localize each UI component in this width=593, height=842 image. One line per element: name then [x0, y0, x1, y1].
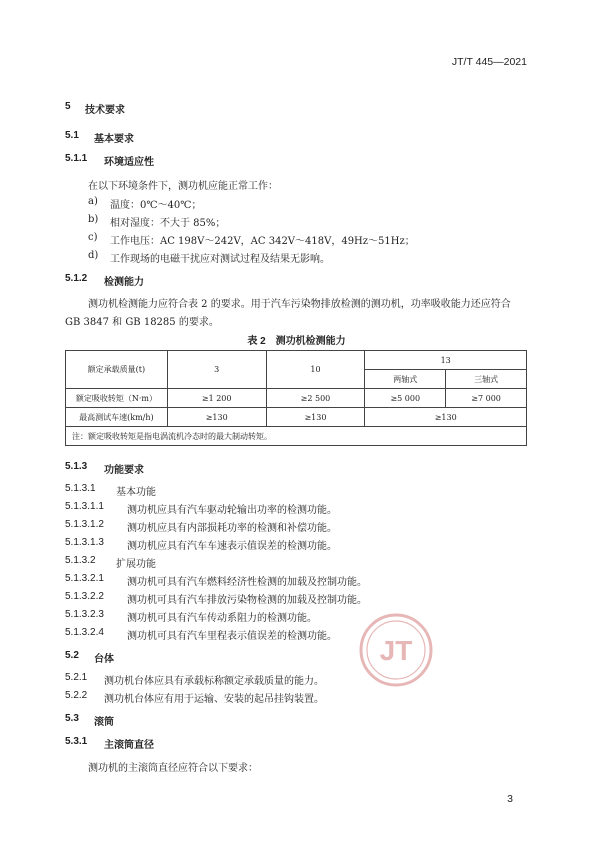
clause-number: 5.1.3.2.4 — [65, 627, 104, 638]
clause-text: 测功机可具有汽车里程表示值误差的检测功能。 — [127, 631, 337, 642]
cell-torque: ≥1 200 — [167, 389, 266, 408]
list-item-text: 工作电压：AC 198V～242V，AC 342V～418V，49Hz～51Hz； — [110, 236, 415, 247]
section-5-1-title: 基本要求 — [94, 134, 134, 145]
cell-torque: ≥5 000 — [365, 389, 446, 408]
clause-text: 测功机台体应具有承载标称额定承载质量的能力。 — [104, 676, 324, 687]
section-5-1-3-2-number: 5.1.3.2 — [65, 555, 96, 566]
clause-text: 测功机可具有汽车排放污染物检测的加载及控制功能。 — [127, 595, 367, 606]
cell-speed: ≥130 — [266, 408, 365, 427]
cell-mass-3: 3 — [167, 351, 266, 389]
cell-speed: ≥130 — [167, 408, 266, 427]
section-5-2-title: 台体 — [94, 654, 114, 665]
detection-paragraph-line1: 测功机检测能力应符合表 2 的要求。用于汽车污染物排放检测的测功机，功率吸收能力还应符合 — [88, 299, 511, 310]
clause-text: 测功机应具有汽车驱动轮输出功率的检测功能。 — [127, 505, 337, 516]
table-note: 注：额定吸收转矩是指电涡流机冷态时的最大制动转矩。 — [66, 427, 527, 446]
jt-watermark-stamp — [358, 612, 434, 688]
cell-mass-10: 10 — [266, 351, 365, 389]
list-item-label: a) — [88, 196, 98, 207]
section-5-1-3-1-number: 5.1.3.1 — [65, 483, 96, 494]
list-item-text: 工作现场的电磁干扰应对测试过程及结果无影响。 — [110, 254, 330, 265]
table-caption: 表 2 测功机检测能力 — [247, 336, 346, 347]
clause-text: 测功机台体应有用于运输、安装的起吊挂钩装置。 — [104, 694, 324, 705]
section-5-3-1-number: 5.3.1 — [65, 736, 88, 747]
section-5-1-number: 5.1 — [65, 130, 79, 141]
section-5-number: 5 — [65, 101, 71, 112]
watermark-text: JT — [379, 635, 413, 666]
section-5-1-2-title: 检测能力 — [104, 277, 144, 288]
clause-number: 5.1.3.1.3 — [65, 537, 104, 548]
section-5-1-3-title: 功能要求 — [104, 465, 144, 476]
list-item-label: c) — [88, 232, 98, 243]
row-head-speed: 最高测试车速(km/h) — [66, 408, 168, 427]
clause-number: 5.2.2 — [65, 690, 88, 701]
clause-number: 5.2.1 — [65, 672, 88, 683]
environment-intro: 在以下环境条件下，测功机应能正常工作： — [88, 181, 278, 192]
section-5-1-3-2-title: 扩展功能 — [116, 559, 156, 570]
list-item-label: b) — [88, 214, 99, 225]
table-row — [66, 351, 527, 370]
cell-two-axle: 两轴式 — [365, 370, 446, 389]
capability-table — [65, 350, 527, 446]
cell-three-axle: 三轴式 — [446, 370, 527, 389]
cell-speed: ≥130 — [365, 408, 527, 427]
section-5-1-1-number: 5.1.1 — [65, 153, 88, 164]
drum-intro: 测功机的主滚筒直径应符合以下要求： — [88, 763, 258, 774]
clause-text: 测功机可具有汽车燃料经济性检测的加载及控制功能。 — [127, 577, 367, 588]
section-5-2-number: 5.2 — [65, 650, 79, 661]
row-head-torque: 额定吸收转矩（N·m） — [66, 389, 168, 408]
clause-number: 5.1.3.1.2 — [65, 519, 104, 530]
clause-number: 5.1.3.2.2 — [65, 591, 104, 602]
section-5-3-number: 5.3 — [65, 713, 79, 724]
document-code: JT/T 445—2021 — [451, 56, 527, 68]
cell-mass-13: 13 — [365, 351, 527, 370]
page-number: 3 — [507, 793, 513, 805]
clause-number: 5.1.3.2.3 — [65, 609, 104, 620]
list-item-text: 相对湿度：不大于 85%； — [110, 218, 226, 229]
section-5-3-1-title: 主滚筒直径 — [104, 740, 154, 751]
clause-number: 5.1.3.2.1 — [65, 573, 104, 584]
cell-torque: ≥2 500 — [266, 389, 365, 408]
cell-torque: ≥7 000 — [446, 389, 527, 408]
section-5-3-title: 滚筒 — [94, 717, 114, 728]
table-row — [66, 389, 527, 408]
detection-paragraph-line2: GB 3847 和 GB 18285 的要求。 — [65, 317, 219, 328]
clause-number: 5.1.3.1.1 — [65, 501, 104, 512]
table-row — [66, 427, 527, 446]
clause-text: 测功机可具有汽车传动系阻力的检测功能。 — [127, 613, 317, 624]
list-item-label: d) — [88, 250, 99, 261]
section-5-1-3-1-title: 基本功能 — [116, 487, 156, 498]
list-item-text: 温度：0℃～40℃； — [110, 200, 202, 211]
section-5-1-2-number: 5.1.2 — [65, 273, 88, 284]
section-5-title: 技术要求 — [85, 105, 125, 116]
row-head-mass: 额定承载质量(t) — [66, 351, 168, 389]
section-5-1-1-title: 环境适应性 — [104, 157, 154, 168]
table-row — [66, 408, 527, 427]
clause-text: 测功机应具有汽车车速表示值误差的检测功能。 — [127, 541, 337, 552]
clause-text: 测功机应具有内部损耗功率的检测和补偿功能。 — [127, 523, 337, 534]
section-5-1-3-number: 5.1.3 — [65, 461, 88, 472]
